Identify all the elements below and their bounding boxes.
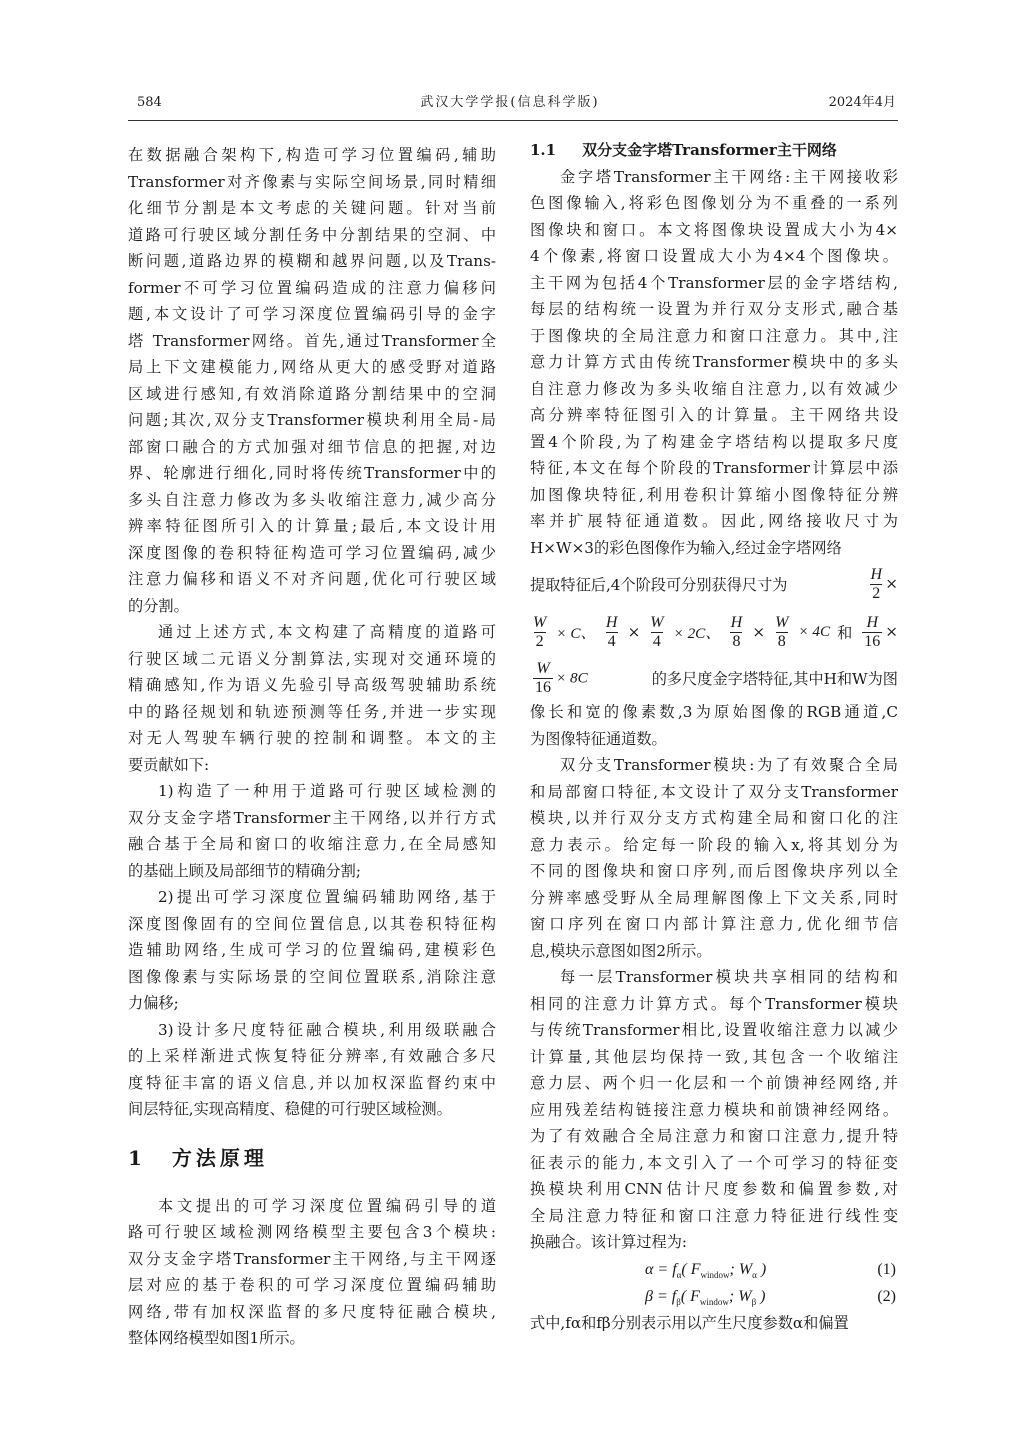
text-line: 自注意力修改为多头收缩自注意力,以有效减少: [530, 379, 898, 398]
text-line: 的上采样渐进式恢复特征分辨率,有效融合多尺: [128, 1047, 496, 1065]
fraction: $\frac{W}{16}$: [535, 659, 551, 696]
text-line: 区域进行感知,有效消除道路分割结果中的空洞: [128, 384, 496, 403]
subsection-heading: [530, 137, 898, 164]
text-line: 塔 Transformer网络。首先,通过Transformer全: [128, 331, 496, 350]
text-line: 于图像块的全局注意力和窗口注意力。其中,注: [530, 326, 898, 345]
page-number: 584: [137, 95, 162, 110]
header-rule: [128, 120, 898, 121]
text: 提取特征后,4个阶段可分别获得尺寸为: [530, 575, 788, 594]
equation: $\beta = f_\beta$( $F_{window}$; $W_\beta$ ) (2): [530, 1283, 898, 1310]
journal-title: 武汉大学学报(信息科学版): [420, 95, 600, 110]
text-line: 高分辨率特征图引入的计算量。主干网络共设: [530, 406, 898, 424]
text-line: 断问题,道路边界的模糊和越界问题,以及Trans-: [128, 252, 496, 270]
text-line: 窗口序列在窗口内部计算注意力,优化细节信: [530, 915, 898, 933]
text-line: 换融合。该计算过程为:: [530, 1233, 687, 1251]
subsection-number: 1.1: [530, 141, 557, 159]
text-line: 征表示的能力,本文引入了一个可学习的特征变: [530, 1153, 898, 1172]
fraction: $\frac{H}{2}$: [870, 565, 883, 602]
subsection-title: 双分支金字塔Transformer主干网络: [582, 141, 837, 159]
text-line: H×W×3的彩色图像作为输入,经过金字塔网络: [530, 538, 842, 557]
text-line: 计算量,其他层均保持一致,其包含一个收缩注: [530, 1047, 898, 1066]
text-line: 和局部窗口特征,本文设计了双分支Transformer: [530, 782, 898, 801]
text-line: 深度图像固有的空间位置信息,以其卷积特征构: [128, 914, 496, 933]
math-line: 提取特征后,4个阶段可分别获得尺寸为 $\frac{H}{2}$ ×: [530, 565, 898, 602]
section-title: 方法原理: [171, 1145, 268, 1170]
math-line: $\frac{W}{16}$ × 8C 的多尺度金字塔特征,其中H和W为图: [535, 659, 898, 696]
text-line: 局上下文建模能力,网络从更大的感受野对道路: [128, 358, 496, 376]
text-line: 辨率特征图所引入的计算量;最后,本文设计用: [128, 517, 496, 535]
text-line: 道路可行驶区域分割任务中分割结果的空洞、中: [128, 225, 496, 244]
text-line: Transformer对齐像素与实际空间场景,同时精细: [128, 172, 496, 191]
fraction: $\frac{W}{2}$: [533, 613, 547, 650]
equation: $\alpha = f_\alpha$( $F_{window}$; $W_\alpha$ ) (1): [530, 1256, 898, 1283]
text-line: 与传统Transformer相比,设置收缩注意力以减少: [530, 1021, 898, 1039]
text-line: 特征,本文在每个阶段的Transformer计算层中添: [530, 459, 898, 477]
text-line: 多头自注意力修改为多头收缩注意力,减少高分: [128, 490, 496, 509]
text-line: 息,模块示意图如图2所示。: [530, 941, 712, 960]
text-line: 全局注意力特征和窗口注意力特征进行线性变: [530, 1206, 898, 1225]
text-line: 题,本文设计了可学习深度位置编码引导的金字: [128, 305, 496, 323]
text-line: 为图像特征通道数。: [530, 729, 667, 748]
text-line: former不可学习位置编码造成的注意力偏移问: [128, 278, 496, 297]
method-paragraph: [128, 1193, 496, 1352]
text-line: 部窗口融合的方式加强对细节信息的把握,对边: [128, 437, 496, 456]
text-line: 对无人驾驶车辆行驶的控制和调整。本文的主: [128, 729, 496, 747]
text-line: 模块,以并行双分支方式构建全局和窗口化的注: [530, 809, 898, 827]
text-line: 网络,带有加权深监督的多尺度特征融合模块,: [128, 1302, 496, 1321]
math-line: $\frac{W}{2}$ × C、 $\frac{H}{4}$ × $\frac{W}{4}$ × 2C、 $\frac{H}{8}$ × $\frac{W}{8}$ × 4C 和 $\frac{H}{16}$ ×: [533, 613, 898, 650]
text-line: 图像块和窗口。本文将图像块设置成大小为4×: [530, 220, 898, 239]
text-line: 融合基于全局和窗口的收缩注意力,在全局感知: [128, 835, 496, 853]
text-line: 色图像输入,将彩色图像划分为不重叠的一系列: [530, 194, 898, 212]
text-line: 路可行驶区域检测网络模型主要包含3个模块:: [128, 1223, 496, 1241]
text-line: 通过上述方式,本文构建了高精度的道路可: [158, 623, 496, 641]
text-line: 意力表示。给定每一阶段的输入x,将其划分为: [530, 835, 898, 854]
intro-paragraphs: [128, 142, 496, 1123]
text-line: 置4个阶段,为了构建金字塔结构以提取多尺度: [530, 432, 898, 451]
text-line: 4个像素,将窗口设置成大小为4×4个图像块。: [530, 247, 898, 265]
issue-date: 2024年4月: [828, 95, 896, 110]
text-line: 分辨率感受野从全局理解图像上下文关系,同时: [530, 888, 898, 907]
text-line: 整体网络模型如图1所示。: [128, 1329, 305, 1347]
text-line: 双分支金字塔Transformer主干网络,以并行方式: [128, 808, 496, 827]
text-line: 精确感知,作为语义先验引导高级驾驶辅助系统: [128, 676, 496, 694]
text-line: 为了有效融合全局注意力和窗口注意力,提升特: [530, 1127, 898, 1145]
text-line: 主干网为包括4个Transformer层的金字塔结构,: [530, 273, 898, 292]
text-line: 度特征丰富的语义信息,并以加权深监督约束中: [128, 1073, 496, 1092]
text-line: 造辅助网络,生成可学习的位置编码,建模彩色: [128, 941, 496, 959]
text-line: 3)设计多尺度特征融合模块,利用级联融合: [158, 1020, 496, 1039]
text-line: 每层的结构统一设置为并行双分支形式,融合基: [530, 300, 898, 318]
backbone-paragraph: [530, 164, 898, 562]
text-line: 力偏移;: [128, 994, 179, 1012]
text-line: 问题;其次,双分支Transformer模块利用全局-局: [128, 411, 496, 429]
text-line: 深度图像的卷积特征构造可学习位置编码,减少: [128, 543, 496, 562]
section-heading: [128, 1123, 496, 1193]
text-line: 双分支金字塔Transformer主干网络,与主干网逐: [128, 1249, 496, 1268]
text-line: 行驶区域二元语义分割算法,实现对交通环境的: [128, 649, 496, 668]
text-line: 2)提出可学习深度位置编码辅助网络,基于: [158, 888, 496, 906]
text-line: 率并扩展特征通道数。因此,网络接收尺寸为: [530, 512, 898, 530]
text-line: 像长和宽的像素数,3为原始图像的RGB通道,C: [530, 703, 898, 721]
fraction: $\frac{W}{8}$: [775, 613, 789, 650]
text-line: 中的路径规划和轨迹预测等任务,并进一步实现: [128, 702, 496, 721]
module-paragraphs: [530, 752, 898, 1256]
text-line: 换模块利用CNN估计尺度参数和偏置参数,对: [530, 1180, 898, 1198]
text-line: 金字塔Transformer主干网络:主干网接收彩: [560, 167, 898, 186]
text-line: 意力层、两个归一化层和一个前馈神经网络,并: [530, 1074, 898, 1092]
text-line: 要贡献如下:: [128, 755, 210, 774]
text-line: 层对应的基于卷积的可学习深度位置编码辅助: [128, 1276, 496, 1294]
text-line: 界、轮廓进行细化,同时将传统Transformer中的: [128, 464, 496, 482]
text-line: 加图像块特征,利用卷积计算缩小图像特征分辨: [530, 485, 898, 504]
text-line: 式中,fα和fβ分别表示用以产生尺度参数α和偏置: [530, 1313, 849, 1332]
equation-number: (2): [877, 1287, 896, 1305]
left-column: [128, 142, 496, 1352]
text-line: 化细节分割是本文考虑的关键问题。针对当前: [128, 199, 496, 217]
text-line: 不同的图像块和窗口序列,而后图像块序列以全: [530, 862, 898, 880]
text-line: 相同的注意力计算方式。每个Transformer模块: [530, 994, 898, 1013]
text-line: 双分支Transformer模块:为了有效聚合全局: [560, 756, 898, 774]
text-line: 注意力偏移和语义不对齐问题,优化可行驶区域: [128, 570, 496, 588]
text-line: 在数据融合架构下,构造可学习位置编码,辅助: [128, 146, 496, 164]
fraction: $\frac{H}{16}$: [864, 613, 881, 650]
text-line: 本文提出的可学习深度位置编码引导的道: [158, 1196, 496, 1215]
text-line: 应用残差结构链接注意力模块和前馈神经网络。: [530, 1100, 898, 1119]
text-line: 图像像素与实际场景的空间位置联系,消除注意: [128, 967, 496, 986]
section-number: 1: [128, 1145, 146, 1170]
text-line: 间层特征,实现高精度、稳健的可行驶区域检测。: [128, 1100, 452, 1118]
fraction: $\frac{H}{4}$: [605, 613, 618, 650]
fraction: $\frac{H}{8}$: [730, 613, 743, 650]
equation-number: (1): [877, 1260, 896, 1278]
text-line: 的分割。: [128, 596, 189, 615]
fraction: $\frac{W}{4}$: [650, 613, 664, 650]
text: 的多尺度金字塔特征,其中H和W为图: [651, 669, 898, 688]
right-column: [530, 137, 898, 1336]
text-line: 的基础上顾及局部细节的精确分割;: [128, 861, 361, 880]
text-line: 每一层Transformer模块共享相同的结构和: [560, 968, 898, 986]
text-line: 1)构造了一种用于道路可行驶区域检测的: [158, 782, 496, 800]
text-line: 意力计算方式由传统Transformer模块中的多头: [530, 353, 898, 371]
